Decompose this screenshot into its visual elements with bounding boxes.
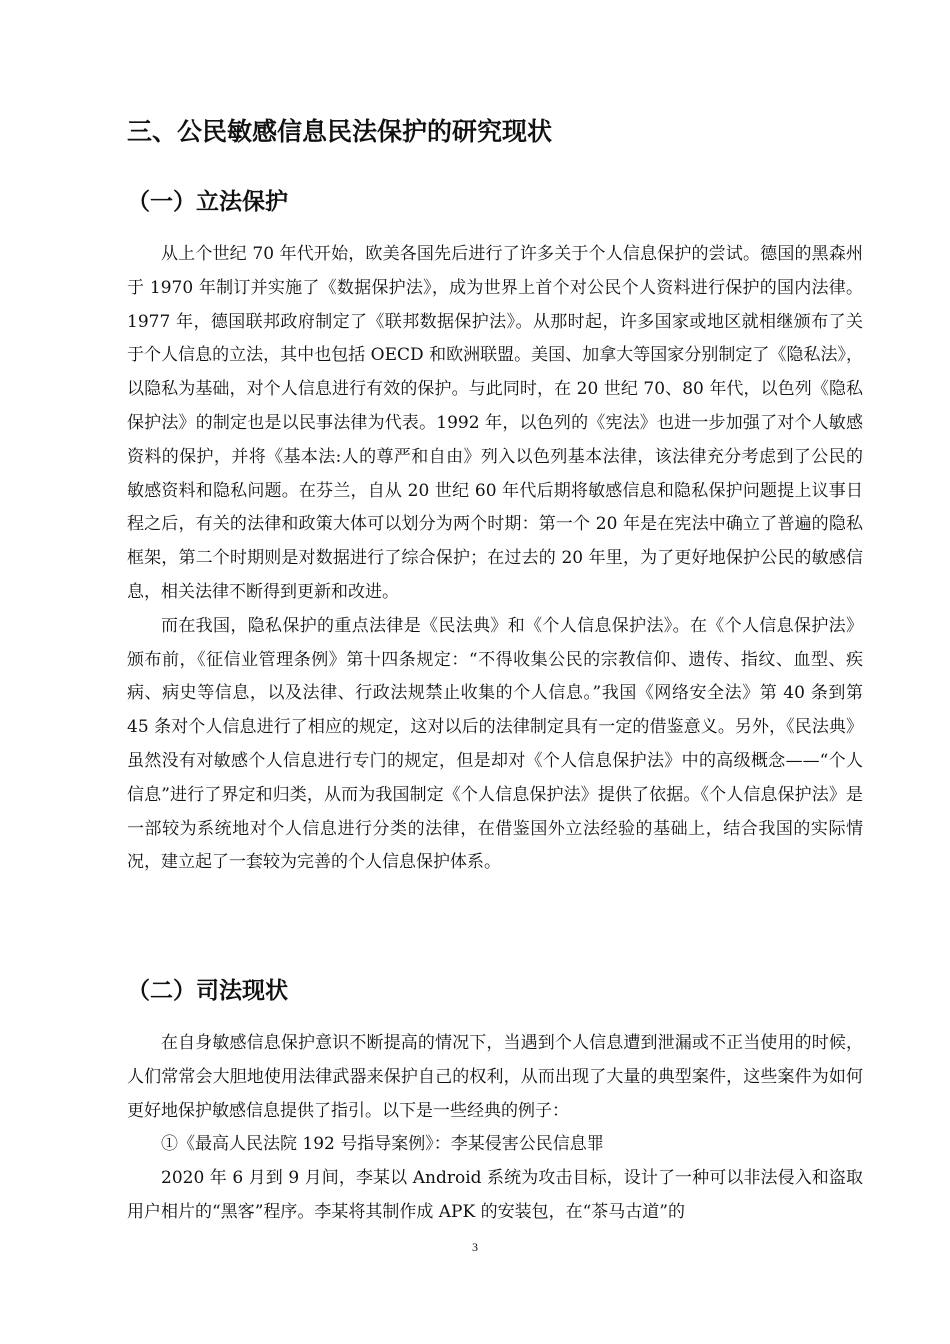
paragraph: 在自身敏感信息保护意识不断提高的情况下，当遇到个人信息遭到泄漏或不正当使用的时候，人们常常会大胆地使用法律武器来保护自己的权利，从而出现了大量的典型案件，这些案件为如何更好地保护敏感信息提供了指引。以下是一些经典的例子：	[127, 1033, 863, 1121]
paragraph: 2020 年 6 月到 9 月间，李某以 Android 系统为攻击目标，设计了一种可以非法侵入和盗取用户相片的“黑客”程序。李某将其制作成 APK 的安装包，在“茶马古道”的	[127, 1168, 863, 1222]
paragraph: 而在我国，隐私保护的重点法律是《民法典》和《个人信息保护法》。在《个人信息保护法》颁布前，《征信业管理条例》第十四条规定：“不得收集公民的宗教信仰、遗传、指纹、血型、疾病、病史等信息，以及法律、行政法规禁止收集的个人信息。”我国《网络安全法》第 40 条到第 45 条对个人信息进行了相应的规定，这对以后的法律制定具有一定的借鉴意义。另外，《民法典》虽然没有对敏感个人信息进行专门的规定，但是却对《个人信息保护法》中的高级概念——“个人信息”进行了界定和归类，从而为我国制定《个人信息保护法》提供了依据。《个人信息保护法》是一部较为系统地对个人信息进行分类的法律，在借鉴国外立法经验的基础上，结合我国的实际情况，建立起了一套较为完善的个人信息保护体系。	[127, 615, 863, 873]
section-title: 三、公民敏感信息民法保护的研究现状	[127, 117, 553, 146]
case-heading: ①《最高人民法院 192 号指导案例》：李某侵害公民信息罪	[161, 1134, 604, 1155]
legislation-body	[127, 238, 863, 880]
subsection-title-legislation: （一）立法保护	[127, 189, 288, 215]
judicial-body	[127, 1027, 863, 1230]
paragraph: 从上个世纪 70 年代开始，欧美各国先后进行了许多关于个人信息保护的尝试。德国的黑森州于 1970 年制订并实施了《数据保护法》，成为世界上首个对公民个人资料进行保护的国内法律。1977 年，德国联邦政府制定了《联邦数据保护法》。从那时起，许多国家或地区就相继颁布了关于个人信息的立法，其中也包括 OECD 和欧洲联盟。美国、加拿大等国家分别制定了《隐私法》，以隐私为基础，对个人信息进行有效的保护。与此同时，在 20 世纪 70、80 年代，以色列《隐私保护法》的制定也是以民事法律为代表。1992 年，以色列的《宪法》也进一步加强了对个人敏感资料的保护，并将《基本法:人的尊严和自由》列入以色列基本法律，该法律充分考虑到了公民的敏感资料和隐私问题。在芬兰，自从 20 世纪 60 年代后期将敏感信息和隐私保护问题提上议事日程之后，有关的法律和政策大体可以划分为两个时期：第一个 20 年是在宪法中确立了普遍的隐私框架，第二个时期则是对数据进行了综合保护；在过去的 20 年里，为了更好地保护公民的敏感信息，相关法律不断得到更新和改进。	[127, 244, 863, 602]
subsection-title-judicial: （二）司法现状	[127, 978, 288, 1004]
page-number: 3	[472, 1240, 478, 1254]
